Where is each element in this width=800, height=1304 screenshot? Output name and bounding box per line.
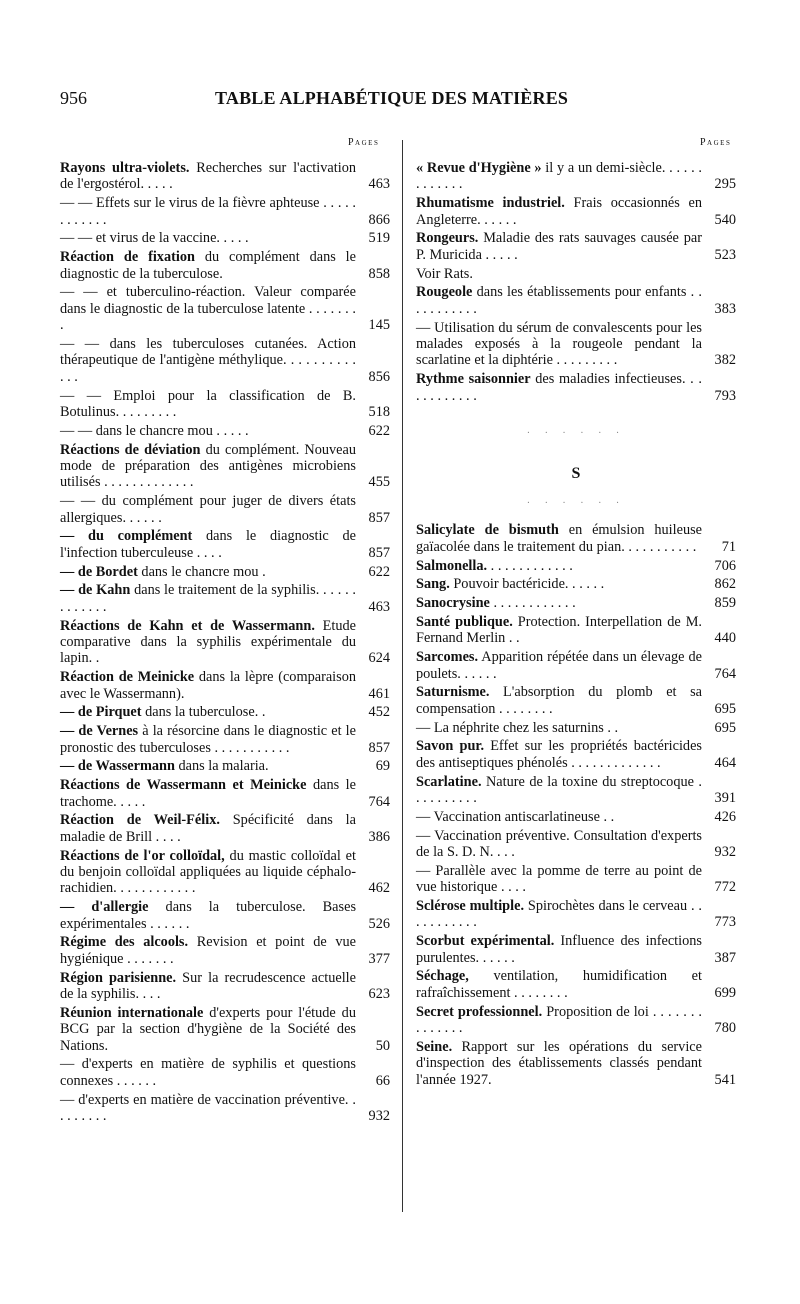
index-entry [60,848,390,897]
index-entry [416,898,736,931]
entry-heading: — de Wassermann [60,758,175,775]
entry-text: — — et tuberculino-réaction. Valeur comparée dans le diagnostic de la tuberculose latente . . . . . . . . [60,284,356,334]
index-entry [60,1092,390,1125]
index-entry [416,371,736,404]
entry-text: Maladie des rats sauvages causée par P. Muricida . . . . . [416,230,702,263]
entry-heading: Scarlatine. [416,773,482,790]
entry-heading: Sanocrysine [416,595,490,612]
entry-page-number: 383 [714,300,736,317]
index-entry [416,284,736,317]
entry-text: dans le traitement de la syphilis. . . . . . . . . . . . . [60,582,356,615]
index-entry [416,576,736,592]
index-entry [416,230,736,263]
entry-page-number: 623 [368,986,390,1003]
index-entry [60,1005,390,1054]
entry-heading: Sarcomes. [416,649,479,666]
index-entry [60,249,390,282]
entry-text: dans la tuberculose. Bases expérimentales . . . . . . [60,899,357,932]
entry-page-number: 382 [714,352,736,369]
entry-text: Influence des infections purulentes. . . . . . [416,933,702,966]
entry-heading: — de Kahn [60,582,131,599]
entry-page-number: 461 [368,685,390,702]
index-entry [60,704,390,720]
index-entry [60,230,390,246]
entry-heading: Scorbut expérimental. [416,933,555,950]
index-column-left [60,160,390,1127]
entry-page-number: 764 [368,793,390,810]
entry-text: Spécificité dans la maladie de Brill . . . . [60,812,356,845]
entry-text: Frais occasionnés en Angleterre. . . . . . [416,195,702,228]
entry-text: Effet sur les propriétés bactéricides des antiseptiques phénolés . . . . . . . . . . . . . [416,738,702,771]
section-letter: S [571,465,581,483]
entry-page-number: 455 [368,474,390,491]
index-entry [60,723,390,756]
index-entry [60,812,390,845]
index-entry [60,336,390,385]
entry-text: Protection. Interpellation de M. Fernand Merlin . . [416,614,702,647]
entry-text: L'absorption du plomb et sa compensation . . . . . . . . [416,684,702,717]
entry-heading: Réaction de fixation [60,249,195,266]
entry-text: Sur la recrudescence actuelle de la syphilis. . . . [60,969,356,1003]
entry-text: — d'experts en matière de vaccination préventive. . . . . . . . . [60,1091,356,1125]
index-entry [60,195,390,228]
entry-text: — — dans les tuberculoses cutanées. Action thérapeutique de l'antigène méthylique. . . . . . . . . . . . . [60,336,356,385]
entry-page-number: 695 [714,719,736,736]
index-entry [60,388,390,421]
entry-page-number: 857 [368,544,390,561]
entry-page-number: 386 [368,828,390,845]
entry-page-number: 862 [714,576,736,593]
index-entry [416,649,736,682]
entry-heading: Saturnisme. [416,684,490,701]
entry-heading: — de Vernes [60,723,139,740]
entry-text: dans les établissements pour enfants . . . . . . . . . . . [416,284,702,317]
entry-text: Apparition répétée dans un élevage de poulets. . . . . . [416,649,702,682]
entry-page-number: 866 [368,211,390,228]
index-entry [60,934,390,967]
entry-text: Proposition de loi . . . . . . . . . . . . . . [416,1003,702,1037]
entry-page-number: 440 [714,630,736,647]
entry-page-number: 540 [714,211,736,228]
index-entry [60,899,390,932]
entry-page-number: 387 [714,949,736,966]
section-ornament-bottom: · · · · · · [526,498,626,510]
entry-text: Spirochètes dans le cerveau . . . . . . . . . . . [416,898,702,931]
index-entry [416,684,736,717]
index-column-right [416,160,736,1090]
entry-page-number: 932 [368,1108,390,1125]
index-entry [60,284,390,333]
index-entry [416,863,736,896]
entry-text: du complément dans le diagnostic de la tuberculose. [60,249,356,282]
entry-heading: Réactions de Wassermann et Meinicke [60,777,307,794]
entry-heading: Rythme saisonnier [416,371,531,388]
entry-text: Revision et point de vue hygiénique . . . . . . . [60,934,356,967]
index-entry [416,968,736,1001]
entry-text: dans la tuberculose. . [141,704,266,721]
entry-text: d'experts pour l'étude du BCG par la section d'hygiène de la Société des Nations. [60,1004,356,1054]
index-entry [416,738,736,771]
index-entry [60,1056,390,1089]
entry-text: Etude comparative dans la syphilis expérimentale du lapin. . [60,617,356,667]
entry-text: Recherches sur l'activation de l'ergostérol. . . . . [60,160,356,193]
index-entry [416,266,736,282]
entry-text: à la résorcine dans le diagnostic et le pronostic des tuberculoses . . . . . . . . . . . [60,723,356,756]
entry-heading: Rongeurs. [416,230,479,247]
index-entry [60,582,390,615]
entry-page-number: 780 [714,1020,736,1037]
index-entry [416,933,736,966]
entry-text: — — Effets sur le virus de la fièvre aphteuse . . . . . . . . . . . . [60,195,356,228]
page-header [0,84,800,114]
entry-text: . . . . . . . . . . . . [489,595,576,612]
entry-page-number: 377 [368,950,390,967]
index-entry [416,522,736,555]
index-entry [60,564,390,580]
entry-heading: Savon pur. [416,738,485,755]
index-entry [60,528,390,561]
index-entry [60,970,390,1003]
entry-heading: Région parisienne. [60,969,177,986]
index-entry [416,720,736,736]
entry-page-number: 145 [368,317,390,334]
index-entry [60,669,390,702]
entry-page-number: 622 [368,422,390,439]
index-group-r [416,160,736,404]
entry-page-number: 519 [368,230,390,247]
entry-page-number: 526 [368,915,390,932]
entry-page-number: 857 [368,739,390,756]
index-entry [60,423,390,439]
index-entry [416,320,736,369]
entry-heading: Séchage, [416,968,469,985]
entry-text: — — Emploi pour la classification de B. Botulinus. . . . . . . . . [60,387,356,421]
entry-text: dans la lèpre (comparaison avec le Wassermann). [60,669,357,702]
entry-heading: Rayons ultra-violets. [60,160,190,176]
entry-text: . . . . . . . . . . . . [487,557,573,574]
entry-page-number: 541 [714,1071,736,1088]
index-entry [416,558,736,574]
entry-page-number: 858 [368,265,390,282]
index-entry [60,493,390,526]
index-entry [416,774,736,807]
index-entry [416,809,736,825]
entry-page-number: 391 [714,790,736,807]
entry-page-number: 464 [714,754,736,771]
entry-heading: Sclérose multiple. [416,898,525,915]
entry-page-number: 857 [368,509,390,526]
entry-text: Rapport sur les opérations du service d'inspection des établissements classés pendant l'année 1927. [416,1038,702,1088]
entry-page-number: 452 [368,704,390,721]
entry-text: — Parallèle avec la pomme de terre au point de vue historique . . . . [416,862,702,896]
entry-page-number: 773 [714,914,736,931]
entry-page-number: 463 [368,176,390,193]
pages-label-right: Pages [700,137,732,148]
entry-page-number: 695 [714,700,736,717]
entry-page-number: 295 [714,176,736,193]
entry-heading: Réactions de Kahn et de Wassermann. [60,617,315,634]
entry-text: ventilation, humidification et rafraîchissement . . . . . . . . [416,968,702,1001]
entry-text: — — du complément pour juger de divers états allergiques. . . . . . [60,493,356,526]
column-divider [402,140,403,1212]
entry-text: du complément. Nouveau mode de préparation des antigènes microbiens utilisés . . . . . . . . . . . . . [60,441,357,491]
entry-heading: « Revue d'Hygiène » [416,160,542,176]
entry-page-number: 764 [714,665,736,682]
entry-page-number: 463 [368,598,390,615]
index-entry [416,195,736,228]
entry-heading: Réactions de l'or colloïdal, [60,847,225,864]
index-entry [60,758,390,774]
entry-page-number: 859 [714,595,736,612]
entry-text: des maladies infectieuses. . . . . . . . . . . . [416,371,702,404]
entry-text: en émulsion huileuse gaïacolée dans le traitement du pian. . . . . . . . . . . [416,522,703,555]
index-group-s [416,522,736,1088]
index-entry [416,595,736,611]
entry-page-number: 706 [714,557,736,574]
entry-page-number: 50 [375,1037,390,1054]
entry-text: du mastic colloïdal et du benjoin colloïdal appliquées au liquide céphalo-rachidien. . . . . . . . . . . . [60,847,356,897]
index-entry [416,828,736,861]
entry-text: — d'experts en matière de syphilis et questions connexes . . . . . . [60,1056,356,1089]
entry-text: dans le diagnostic de l'infection tuberculeuse . . . . [60,528,356,561]
entry-page-number: 518 [368,404,390,421]
entry-text: — Vaccination antiscarlatineuse . . [416,808,615,825]
entry-heading: Rougeole [416,284,473,301]
entry-page-number: 793 [714,387,736,404]
entry-heading: Réaction de Weil-Félix. [60,812,220,829]
entry-heading: — de Pirquet [60,704,142,721]
entry-text: — Vaccination préventive. Consultation d'experts de la S. D. N. . . . [416,827,702,861]
entry-page-number: 772 [714,879,736,896]
entry-text: dans le chancre mou . [137,563,266,580]
entry-heading: Réaction de Meinicke [60,669,195,686]
entry-page-number: 624 [368,650,390,667]
entry-heading: Réunion internationale [60,1004,204,1021]
section-ornament-top: · · · · · · [526,428,626,440]
entry-page-number: 699 [714,984,736,1001]
entry-page-number: 932 [714,844,736,861]
entry-heading: Salicylate de bismuth [416,522,559,539]
index-entry [60,777,390,810]
entry-text: Pouvoir bactéricide. . . . . . [449,576,605,593]
index-entry [416,160,736,193]
entry-heading: Salmonella. [416,557,488,574]
index-entry [60,442,390,491]
entry-text: Nature de la toxine du streptocoque . . . . . . . . . . [416,773,702,807]
entry-heading: Secret professionnel. [416,1003,543,1020]
entry-text: — La néphrite chez les saturnins . . [416,719,619,736]
entry-heading: — du complément [60,528,193,545]
entry-page-number: 426 [714,808,736,825]
entry-page-number: 523 [714,246,736,263]
entry-text: Voir Rats. [416,265,473,282]
index-entry [416,1039,736,1088]
entry-heading: Rhumatisme industriel. [416,195,565,212]
entry-page-number: 622 [368,563,390,580]
entry-heading: Réactions de déviation [60,441,201,458]
index-entry [416,614,736,647]
entry-text: — — dans le chancre mou . . . . . [60,422,249,439]
pages-label-left: Pages [348,137,380,148]
entry-heading: — de Bordet [60,563,138,580]
entry-heading: Santé publique. [416,614,513,631]
entry-page-number: 856 [368,368,390,385]
index-entry [416,1004,736,1037]
entry-text: il y a un demi-siècle. . . . . . . . . . . . . [416,160,702,193]
entry-heading: Régime des alcools. [60,934,189,951]
entry-text: dans le trachome. . . . . [60,777,356,810]
entry-text: — Utilisation du sérum de convalescents pour les malades exposés à la rougeole pendant la scarlatine et la diphtérie . . . . . . . . . [416,319,702,369]
entry-page-number: 71 [721,538,736,555]
entry-page-number: 462 [368,880,390,897]
entry-heading: — d'allergie [60,899,149,916]
index-entry [60,160,390,193]
entry-text: dans la malaria. [174,758,269,775]
entry-heading: Seine. [416,1038,453,1055]
entry-heading: Sang. [416,576,450,593]
index-entry [60,618,390,667]
page-number: 956 [60,88,87,108]
entry-page-number: 66 [375,1072,390,1089]
entry-text: — — et virus de la vaccine. . . . . [60,230,249,247]
running-title: TABLE ALPHABÉTIQUE DES MATIÈRES [215,88,569,108]
entry-page-number: 69 [375,758,390,775]
